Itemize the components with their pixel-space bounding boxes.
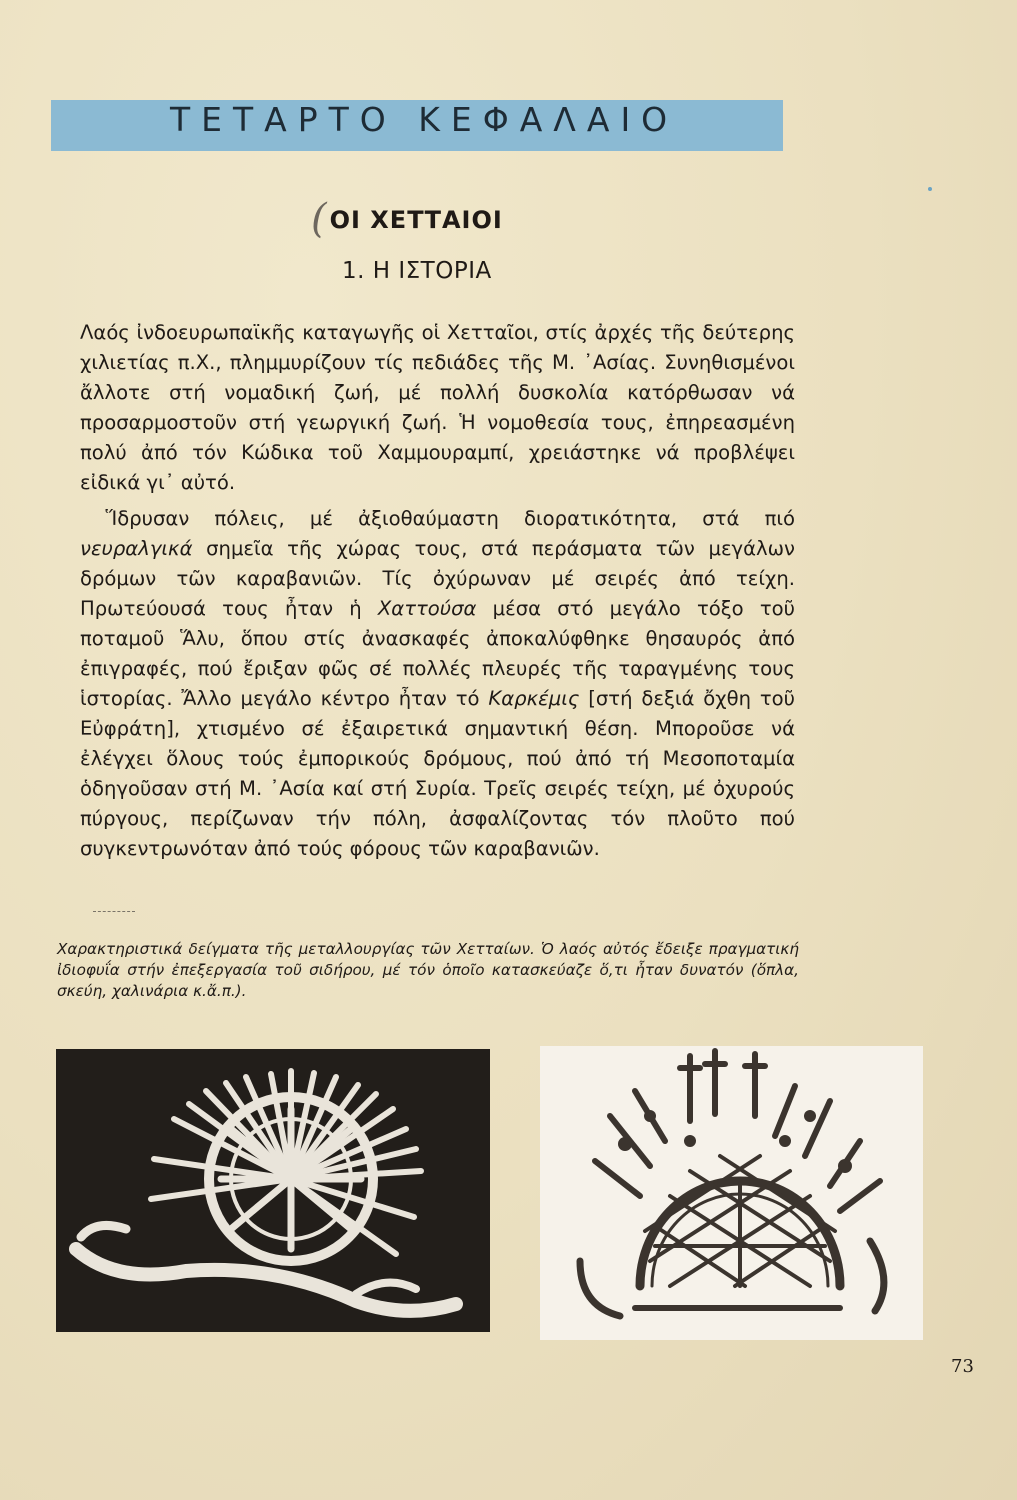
handwritten-mark: ( [311, 196, 328, 242]
emphasis-hattusa: Χαττούσα [377, 596, 477, 620]
ink-speck [928, 187, 932, 191]
paragraph-2-text-3: μέσα στό μεγάλο τόξο τοῦ ποταμοῦ Ἅλυ, ὅπου στίς ἀνασκαφές ἀποκαλύφθηκε θησαυρός ἀπό ἐπιγραφές, πού ἔριξαν φῶς σέ πολλές πλευρές τῆς ταραγμένης τους ἱστορίας. Ἄλλο μεγάλο κέντρο ἦταν τό [80, 596, 795, 710]
subsection-title: 1. Η ΙΣΤΟΡΙΑ [342, 258, 492, 284]
section-title [311, 196, 503, 242]
figure-caption: Χαρακτηριστικά δείγματα τῆς μεταλλουργίας τῶν Χετταίων. Ὁ λαός αὐτός ἔδειξε πραγματική ἰδιοφυΐα στήν ἐπεξεργασία τοῦ σιδήρου, μέ τόν ὁποῖο κατασκεύαζε ὅ,τι ἦταν δυνατόν (ὅπλα, σκεύη, χαλινάρια κ.ἄ.π.). [57, 940, 799, 1001]
chapter-title: ΤΕΤΑΡΤΟ ΚΕΦΑΛΑΙΟ [170, 100, 679, 139]
emphasis-karkemis: Καρκέμις [488, 686, 580, 710]
paragraph-2-text-1: Ἵδρυσαν πόλεις, μέ ἀξιοθαύμαστη διορατικότητα, στά πιό [105, 506, 795, 530]
sun-disc-illustration-left [56, 1049, 490, 1332]
photo-metal-sun-disc-left [56, 1049, 490, 1332]
photo-metal-sun-disc-right [540, 1046, 923, 1340]
paragraph-2-text-2: σημεῖα τῆς χώρας τους, στά περάσματα τῶν μεγάλων δρόμων τῶν καραβανιῶν. Τίς ὀχύρωναν μέ σειρές ἀπό τείχη. Πρωτεύουσά τους ἦταν ἡ [80, 536, 795, 620]
paragraph-2 [80, 504, 795, 864]
paragraph-2-text-4: [στή δεξιά ὄχθη τοῦ Εὐφράτη], χτισμένο σέ ἐξαιρετικά σημαντική θέση. Μποροῦσε νά ἐλέγχει ὅλους τούς ἐμπορικούς δρόμους, πού ἀπό τή Μεσοποταμία ὁδηγοῦσαν στή Μ. ᾽Ασία καί στή Συρία. Τρεῖς σειρές τείχη, μέ ὀχυρούς πύργους, περίζωναν τήν πόλη, ἀσφαλίζοντας τόν πλοῦτο πού συγκεντρωνόταν ἀπό τούς φόρους τῶν καραβανιῶν. [80, 686, 796, 860]
pencil-mark [93, 911, 135, 912]
section-title-text: ΟΙ ΧΕΤΤΑΙΟΙ [329, 206, 503, 234]
sun-disc-illustration-right [540, 1046, 923, 1340]
page-number: 73 [951, 1356, 974, 1377]
paragraph-1: Λαός ἰνδοευρωπαϊκῆς καταγωγῆς οἱ Χετταῖοι, στίς ἀρχές τῆς δεύτερης χιλιετίας π.Χ., πλημμυρίζουν τίς πεδιάδες τῆς Μ. ᾽Ασίας. Συνηθισμένοι ἄλλοτε στή νομαδική ζωή, μέ πολλή δυσκολία κατόρθωσαν νά προσαρμοστοῦν στή γεωργική ζωή. Ἡ νομοθεσία τους, ἐπηρεασμένη πολύ ἀπό τόν Κώδικα τοῦ Χαμμουραμπί, χρειάστηκε νά προβλέψει εἰδικά γι᾽ αὐτό. [80, 320, 795, 494]
emphasis-neuralgika: νευραλγικά [80, 536, 193, 560]
